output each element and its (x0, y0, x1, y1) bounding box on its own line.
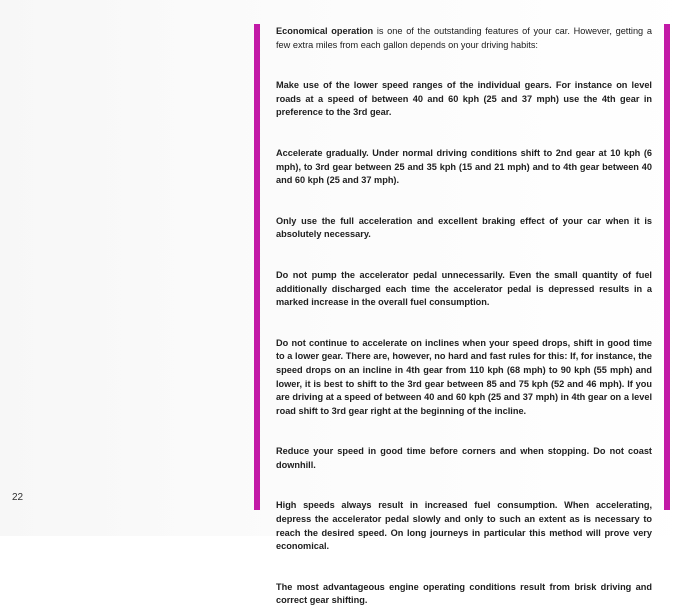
tip-corners: Reduce your speed in good time before corners and when stopping. Do not coast downhill. (276, 446, 652, 470)
tip-accelerator-pedal: Do not pump the accelerator pedal unnecessarily. Even the small quantity of fuel additionally discharged each time the accelerator pedal is depressed results in a marked increase in the overall fuel consumption. (276, 269, 652, 308)
right-accent-bar (664, 24, 670, 510)
tip-inclines: Do not continue to accelerate on inclines when your speed drops, shift in good time to a lower gear. There are, however, no hard and fast rules for this: If, for instance, the speed drops on an incline in 4th gear from 110 kph (68 mph) to 90 kph (55 mph) and lower, it is best to shift to the 3rd gear between 85 and 75 kph (52 and 46 mph). If you are driving at a speed of between 40 and 60 kph (25 and 37 mph) in 4th gear on a level road shift to 3rd gear right at the beginning of the incline. (276, 337, 652, 416)
text-column (276, 25, 652, 608)
tip-operating-conditions: The most advantageous engine operating conditions result from brisk driving and correct gear shifting. (276, 581, 652, 606)
intro-lead: Economical operation (276, 26, 374, 36)
tip-high-speeds: High speeds always result in increased fuel consumption. When accelerating, depress the accelerator pedal slowly and only to such an extent as is necessary to reach the desired speed. On long journeys in particular this method will prove very economical. (276, 500, 652, 552)
page-number: 22 (12, 492, 24, 503)
tip-gears: Make use of the lower speed ranges of the individual gears. For instance on level roads at a speed of between 40 and 60 kph (25 and 37 mph) use the 4th gear in preference to the 3rd gear. (276, 80, 652, 118)
intro-paragraph (276, 25, 652, 52)
tip-accelerate-gradually: Accelerate gradually. Under normal driving conditions shift to 2nd gear at 10 kph (6 mph), to 3rd gear between 25 and 35 kph (15 and 21 mph) and to 4th gear between 40 and 60 kph (25 and 37 mph). (276, 147, 652, 186)
intro-rest: is one of the outstanding features of your car. However, getting a few extra miles from each gallon depends on your driving habits: (276, 26, 652, 50)
tip-full-acceleration: Only use the full acceleration and excellent braking effect of your car when it is absolutely necessary. (276, 215, 652, 240)
left-accent-bar (254, 24, 260, 510)
